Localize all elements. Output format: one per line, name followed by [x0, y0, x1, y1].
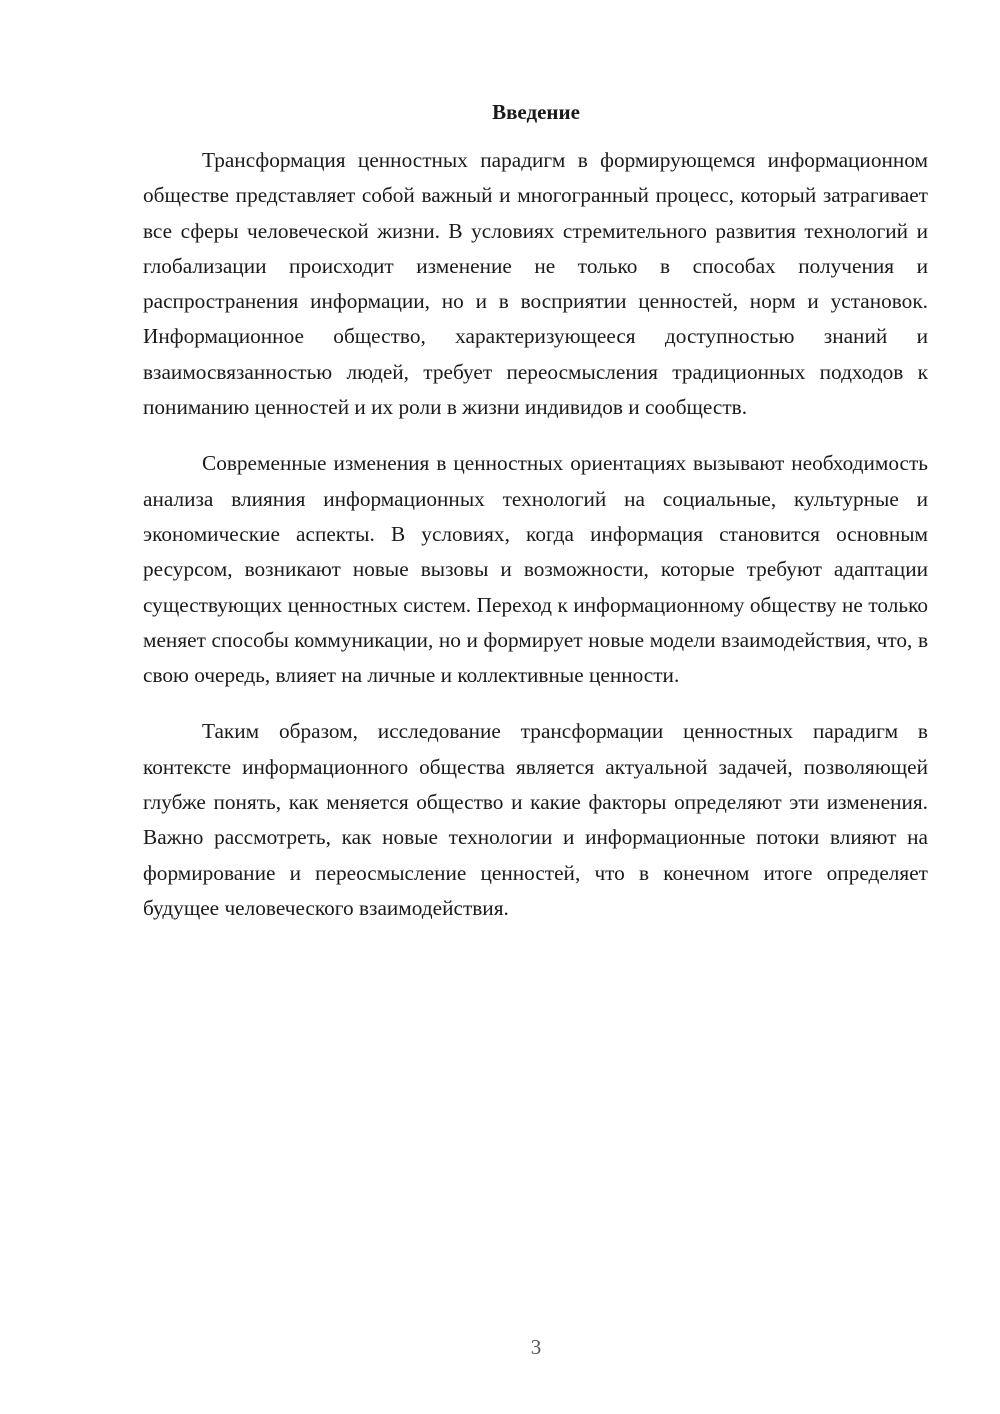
page-number: 3 [530, 1335, 542, 1359]
paragraph-2: Современные изменения в ценностных ориентациях вызывают необходимость анализа влияния информационных технологий на социальные, культурные и экономические аспекты. В условиях, когда информация становится основным ресурсом, возникают новые вызовы и возможности, которые требуют адаптации существующих ценностных систем. Переход к информационному обществу не только меняет способы коммуникации, но и формирует новые модели взаимодействия, что, в свою очередь, влияет на личные и коллективные ценности. [143, 451, 928, 688]
paragraph-1: Трансформация ценностных парадигм в формирующемся информационном обществе представляет собой важный и многогранный процесс, который затрагивает все сферы человеческой жизни. В условиях стремительного развития технологий и глобализации происходит изменение не только в способах получения и распространения информации, но и в восприятии ценностей, норм и установок. Информационное общество, характеризующееся доступностью знаний и взаимосвязанностью людей, требует переосмысления традиционных подходов к пониманию ценностей и их роли в жизни индивидов и сообществ. [143, 148, 928, 420]
paragraph-3: Таким образом, исследование трансформации ценностных парадигм в контексте информационного общества является актуальной задачей, позволяющей глубже понять, как меняется общество и какие факторы определяют эти изменения. Важно рассмотреть, как новые технологии и информационные потоки влияют на формирование и переосмысление ценностей, что в конечном итоге определяет будущее человеческого взаимодействия. [143, 719, 928, 920]
section-heading: Введение [492, 100, 580, 124]
body-text [143, 143, 928, 947]
